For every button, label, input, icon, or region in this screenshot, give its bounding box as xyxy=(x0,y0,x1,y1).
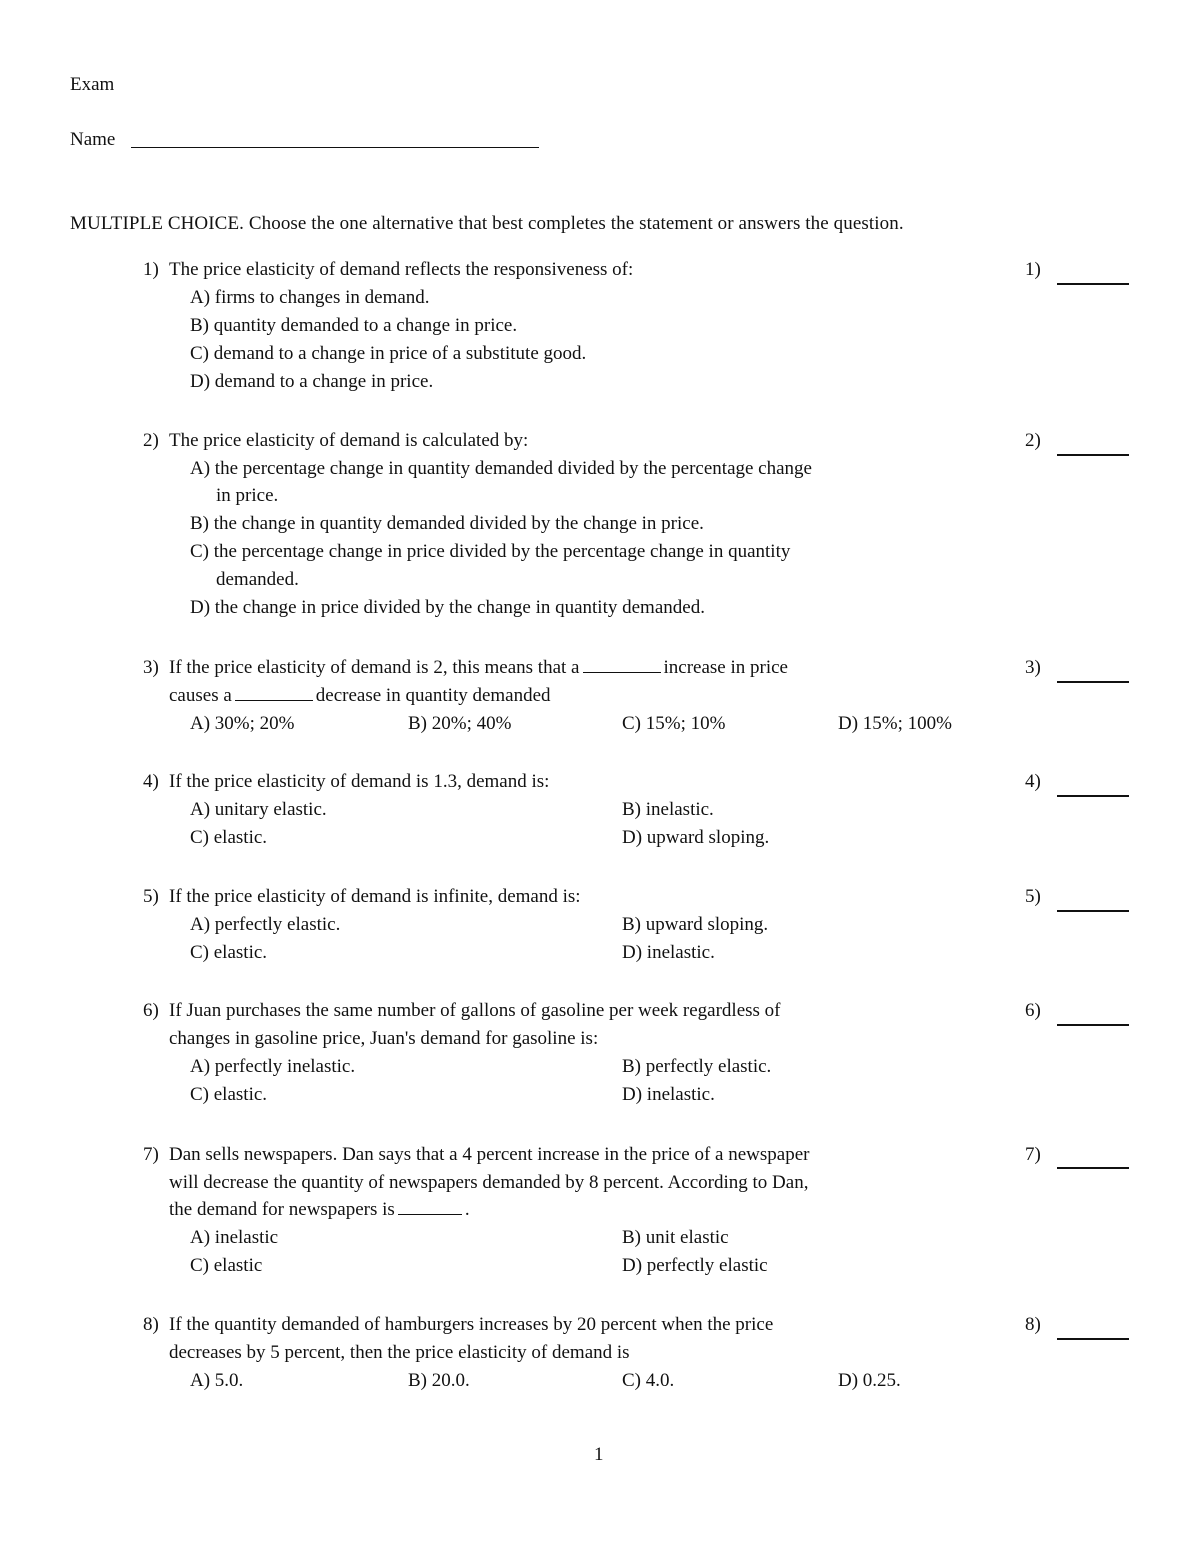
question-1-option-b[interactable]: B) quantity demanded to a change in price. xyxy=(190,315,518,336)
question-2-stem: The price elasticity of demand is calculated by: xyxy=(169,430,529,451)
question-6-option-b[interactable]: B) perfectly elastic. xyxy=(622,1056,772,1077)
question-1-option-c[interactable]: C) demand to a change in price of a substitute good. xyxy=(190,343,587,364)
question-5-number: 5) xyxy=(143,886,159,907)
question-7-stem-part: the demand for newspapers is xyxy=(169,1199,395,1220)
question-3-stem-line-1 xyxy=(169,654,788,682)
question-6-answer-blank[interactable] xyxy=(1057,1024,1129,1026)
question-3-option-a[interactable]: A) 30%; 20% xyxy=(190,713,295,734)
question-1-stem: The price elasticity of demand reflects the responsiveness of: xyxy=(169,259,634,280)
question-2-option-b[interactable]: B) the change in quantity demanded divided by the change in price. xyxy=(190,513,704,534)
question-7-option-c[interactable]: C) elastic xyxy=(190,1255,263,1276)
question-6-option-c[interactable]: C) elastic. xyxy=(190,1084,268,1105)
question-7-option-a[interactable]: A) inelastic xyxy=(190,1227,279,1248)
question-2-number: 2) xyxy=(143,430,159,451)
question-3-number: 3) xyxy=(143,657,159,678)
question-4-answer-blank[interactable] xyxy=(1057,795,1129,797)
question-1-option-d[interactable]: D) demand to a change in price. xyxy=(190,371,434,392)
question-6-number: 6) xyxy=(143,1000,159,1021)
question-4-option-a[interactable]: A) unitary elastic. xyxy=(190,799,327,820)
question-5-option-a[interactable]: A) perfectly elastic. xyxy=(190,914,341,935)
question-8-answer-number: 8) xyxy=(1025,1314,1041,1335)
question-7-blank xyxy=(398,1213,462,1215)
question-7-stem-end: . xyxy=(464,1199,470,1220)
question-5-option-c[interactable]: C) elastic. xyxy=(190,942,268,963)
question-5-option-b[interactable]: B) upward sloping. xyxy=(622,914,769,935)
question-1-option-a[interactable]: A) firms to changes in demand. xyxy=(190,287,430,308)
question-7-stem-line-3 xyxy=(169,1196,470,1224)
exam-title: Exam xyxy=(70,74,115,95)
question-3-stem-part-1: If the price elasticity of demand is 2, this means that a xyxy=(169,657,580,678)
question-2-answer-number: 2) xyxy=(1025,430,1041,451)
question-7-option-d[interactable]: D) perfectly elastic xyxy=(622,1255,768,1276)
question-3-option-c[interactable]: C) 15%; 10% xyxy=(622,713,726,734)
question-8-number: 8) xyxy=(143,1314,159,1335)
question-7-number: 7) xyxy=(143,1144,159,1165)
question-3-blank-1 xyxy=(583,671,661,673)
question-3-answer-number: 3) xyxy=(1025,657,1041,678)
question-5-option-d[interactable]: D) inelastic. xyxy=(622,942,715,963)
question-2-answer-blank[interactable] xyxy=(1057,454,1129,456)
question-4-option-c[interactable]: C) elastic. xyxy=(190,827,268,848)
question-1-number: 1) xyxy=(143,259,159,280)
question-4-answer-number: 4) xyxy=(1025,771,1041,792)
question-6-option-a[interactable]: A) perfectly inelastic. xyxy=(190,1056,356,1077)
question-7-answer-number: 7) xyxy=(1025,1144,1041,1165)
question-2-option-c[interactable]: C) the percentage change in price divided by the percentage change in quantity xyxy=(190,541,791,562)
question-7-stem-line-1: Dan sells newspapers. Dan says that a 4 percent increase in the price of a newspaper xyxy=(169,1144,810,1165)
name-label: Name xyxy=(70,129,116,150)
name-field-line[interactable] xyxy=(131,147,539,148)
question-5-stem: If the price elasticity of demand is infinite, demand is: xyxy=(169,886,581,907)
question-7-answer-blank[interactable] xyxy=(1057,1167,1129,1169)
question-4-number: 4) xyxy=(143,771,159,792)
question-8-option-d[interactable]: D) 0.25. xyxy=(838,1370,901,1391)
question-6-stem-line-2: changes in gasoline price, Juan's demand for gasoline is: xyxy=(169,1028,599,1049)
question-8-option-a[interactable]: A) 5.0. xyxy=(190,1370,244,1391)
question-5-answer-number: 5) xyxy=(1025,886,1041,907)
question-6-option-d[interactable]: D) inelastic. xyxy=(622,1084,715,1105)
question-3-option-d[interactable]: D) 15%; 100% xyxy=(838,713,952,734)
question-6-answer-number: 6) xyxy=(1025,1000,1041,1021)
question-6-stem-line-1: If Juan purchases the same number of gallons of gasoline per week regardless of xyxy=(169,1000,781,1021)
question-3-stem-part-2: increase in price xyxy=(663,657,788,678)
question-1-answer-number: 1) xyxy=(1025,259,1041,280)
question-8-answer-blank[interactable] xyxy=(1057,1338,1129,1340)
question-2-option-a-cont: in price. xyxy=(216,485,279,506)
question-7-stem-line-2: will decrease the quantity of newspapers demanded by 8 percent. According to Dan, xyxy=(169,1172,809,1193)
page-number: 1 xyxy=(594,1444,604,1465)
question-3-answer-blank[interactable] xyxy=(1057,681,1129,683)
question-4-option-b[interactable]: B) inelastic. xyxy=(622,799,714,820)
question-8-option-c[interactable]: C) 4.0. xyxy=(622,1370,675,1391)
section-heading: MULTIPLE CHOICE. Choose the one alternative that best completes the statement or answers the question. xyxy=(70,213,904,234)
question-2-option-c-cont: demanded. xyxy=(216,569,299,590)
question-4-stem: If the price elasticity of demand is 1.3, demand is: xyxy=(169,771,550,792)
question-5-answer-blank[interactable] xyxy=(1057,910,1129,912)
question-3-stem-part-3: causes a xyxy=(169,685,232,706)
question-8-stem-line-1: If the quantity demanded of hamburgers increases by 20 percent when the price xyxy=(169,1314,774,1335)
question-1-answer-blank[interactable] xyxy=(1057,283,1129,285)
question-3-stem-line-2 xyxy=(169,682,551,710)
question-8-option-b[interactable]: B) 20.0. xyxy=(408,1370,470,1391)
question-2-option-a[interactable]: A) the percentage change in quantity demanded divided by the percentage change xyxy=(190,458,812,479)
question-4-option-d[interactable]: D) upward sloping. xyxy=(622,827,770,848)
question-7-option-b[interactable]: B) unit elastic xyxy=(622,1227,729,1248)
question-3-stem-part-4: decrease in quantity demanded xyxy=(315,685,551,706)
question-8-stem-line-2: decreases by 5 percent, then the price elasticity of demand is xyxy=(169,1342,630,1363)
question-3-blank-2 xyxy=(235,699,313,701)
question-3-option-b[interactable]: B) 20%; 40% xyxy=(408,713,512,734)
question-2-option-d[interactable]: D) the change in price divided by the change in quantity demanded. xyxy=(190,597,705,618)
